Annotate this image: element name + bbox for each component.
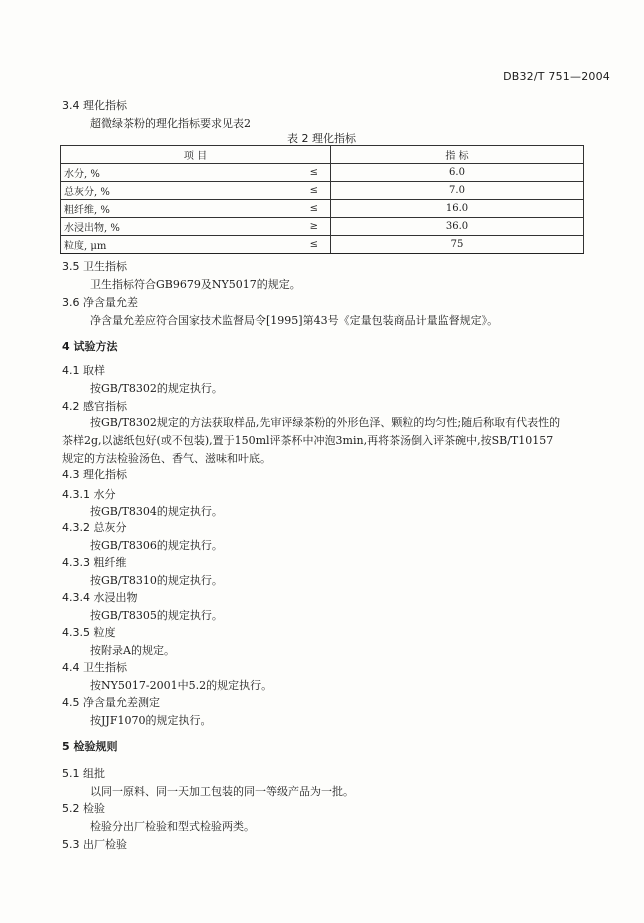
section-4-2-line-2: 茶样2g,以滤纸包好(或不包装),置于150ml评茶杯中冲泡3min,再将茶汤倒入评茶碗中,按SB/T10157 [62, 434, 554, 447]
section-5-1-text: 以同一原料、同一天加工包装的同一等级产品为一批。 [90, 785, 354, 798]
section-4-2-line-3: 规定的方法检验汤色、香气、滋味和叶底。 [62, 452, 271, 465]
table-header-row [61, 146, 584, 164]
section-4-5-heading: 4.5 净含量允差测定 [62, 696, 160, 709]
row-comparator: ≥ [295, 218, 330, 236]
table-row [61, 236, 584, 254]
section-3-5-text: 卫生指标符合GB9679及NY5017的规定。 [90, 278, 301, 291]
section-4-3-5-heading: 4.3.5 粒度 [62, 626, 116, 639]
section-4-1-text: 按GB/T8302的规定执行。 [90, 382, 223, 395]
table-row [61, 182, 584, 200]
section-4-3-5-text: 按附录A的规定。 [90, 644, 175, 657]
row-value: 75 [330, 236, 583, 254]
section-5-2-text: 检验分出厂检验和型式检验两类。 [90, 820, 255, 833]
section-4-3-1-heading: 4.3.1 水分 [62, 488, 116, 501]
row-comparator: ≤ [295, 182, 330, 200]
row-item: 水分, % [61, 164, 296, 182]
table-row [61, 200, 584, 218]
section-3-4-text: 超微绿茶粉的理化指标要求见表2 [90, 117, 251, 130]
section-5-3-heading: 5.3 出厂检验 [62, 838, 127, 851]
section-4-3-heading: 4.3 理化指标 [62, 468, 127, 481]
section-3-6-text: 净含量允差应符合国家技术监督局令[1995]第43号《定量包装商品计量监督规定》。 [90, 314, 499, 327]
section-4-heading: 4 试验方法 [62, 340, 118, 353]
section-3-6-heading: 3.6 净含量允差 [62, 296, 138, 309]
row-value: 6.0 [330, 164, 583, 182]
section-4-4-heading: 4.4 卫生指标 [62, 661, 127, 674]
section-3-5-heading: 3.5 卫生指标 [62, 260, 127, 273]
row-comparator: ≤ [295, 236, 330, 254]
section-3-4-heading: 3.4 理化指标 [62, 99, 127, 112]
row-comparator: ≤ [295, 164, 330, 182]
section-5-heading: 5 检验规则 [62, 740, 118, 753]
section-4-3-4-heading: 4.3.4 水浸出物 [62, 591, 138, 604]
row-item: 粒度, μm [61, 236, 296, 254]
section-4-2-line-1: 按GB/T8302规定的方法获取样品,先审评绿茶粉的外形色泽、颗粒的均匀性;随后称取有代表性的 [90, 416, 561, 429]
section-4-4-text: 按NY5017-2001中5.2的规定执行。 [90, 679, 273, 692]
table-2 [60, 145, 584, 254]
section-4-3-2-text: 按GB/T8306的规定执行。 [90, 539, 223, 552]
table-2-caption: 表 2 理化指标 [287, 132, 356, 145]
row-value: 7.0 [330, 182, 583, 200]
section-4-3-2-heading: 4.3.2 总灰分 [62, 521, 127, 534]
row-item: 水浸出物, % [61, 218, 296, 236]
table-row [61, 218, 584, 236]
section-4-1-heading: 4.1 取样 [62, 364, 105, 377]
row-value: 36.0 [330, 218, 583, 236]
section-5-1-heading: 5.1 组批 [62, 767, 105, 780]
document-code: DB32/T 751—2004 [503, 70, 610, 83]
section-4-3-3-heading: 4.3.3 粗纤维 [62, 556, 127, 569]
section-4-5-text: 按JJF1070的规定执行。 [90, 714, 212, 727]
row-comparator: ≤ [295, 200, 330, 218]
row-item: 总灰分, % [61, 182, 296, 200]
section-4-2-heading: 4.2 感官指标 [62, 400, 127, 413]
column-header-item: 项 目 [61, 146, 331, 164]
row-value: 16.0 [330, 200, 583, 218]
section-4-3-4-text: 按GB/T8305的规定执行。 [90, 609, 223, 622]
section-4-3-3-text: 按GB/T8310的规定执行。 [90, 574, 223, 587]
section-4-3-1-text: 按GB/T8304的规定执行。 [90, 505, 223, 518]
column-header-value: 指 标 [330, 146, 583, 164]
table-row [61, 164, 584, 182]
section-5-2-heading: 5.2 检验 [62, 802, 105, 815]
row-item: 粗纤维, % [61, 200, 296, 218]
